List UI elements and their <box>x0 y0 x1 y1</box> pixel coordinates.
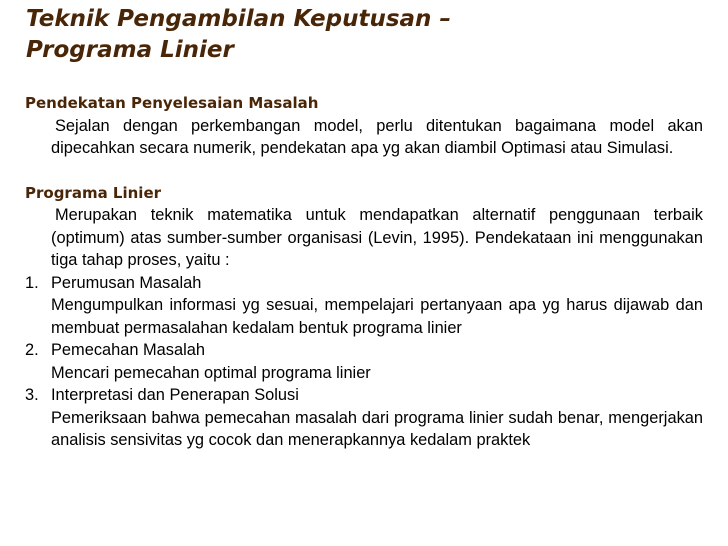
step-list <box>25 272 703 452</box>
list-item <box>25 339 703 362</box>
slide-content <box>25 92 703 452</box>
list-item-detail: Mencari pemecahan optimal programa linier <box>51 363 371 382</box>
list-item-number: 3. <box>25 386 39 404</box>
section-heading-pendekatan: Pendekatan Penyelesaian Masalah <box>25 94 319 112</box>
list-item-detail: Mengumpulkan informasi yg sesuai, mempelajari pertanyaan apa yg harus dijawab dan membuat permasalahan kedalam bentuk programa linier <box>51 296 703 337</box>
list-item-detail: Pemeriksaan bahwa pemecahan masalah dari programa linier sudah benar, mengerjakan analisis sensivitas yg cocok dan menerapkannya kedalam praktek <box>51 408 703 449</box>
list-item-label: Pemecahan Masalah <box>51 341 205 359</box>
list-item-number: 2. <box>25 341 39 359</box>
section-heading-programa-linier: Programa Linier <box>25 183 162 202</box>
title-line-1: Teknik Pengambilan Keputusan – <box>26 6 451 32</box>
title-line-2: Programa Linier <box>26 37 234 63</box>
slide-title <box>26 4 716 66</box>
list-item-label: Interpretasi dan Penerapan Solusi <box>51 386 299 404</box>
section-paragraph-pendekatan: Sejalan dengan perkembangan model, perlu ditentukan bagaimana model akan dipecahkan secara numerik, pendekatan apa yg akan diambil Optimasi atau Simulasi. <box>51 116 703 157</box>
section-paragraph-programa-linier: Merupakan teknik matematika untuk mendapatkan alternatif penggunaan terbaik (optimum) atas sumber-sumber organisasi (Levin, 1995). Pendekataan ini menggunakan tiga tahap proses, yaitu : <box>51 206 703 269</box>
list-item-number: 1. <box>25 273 39 292</box>
list-item <box>25 384 703 407</box>
spacer <box>25 160 703 182</box>
list-item-label: Perumusan Masalah <box>51 273 202 292</box>
list-item <box>25 272 703 295</box>
